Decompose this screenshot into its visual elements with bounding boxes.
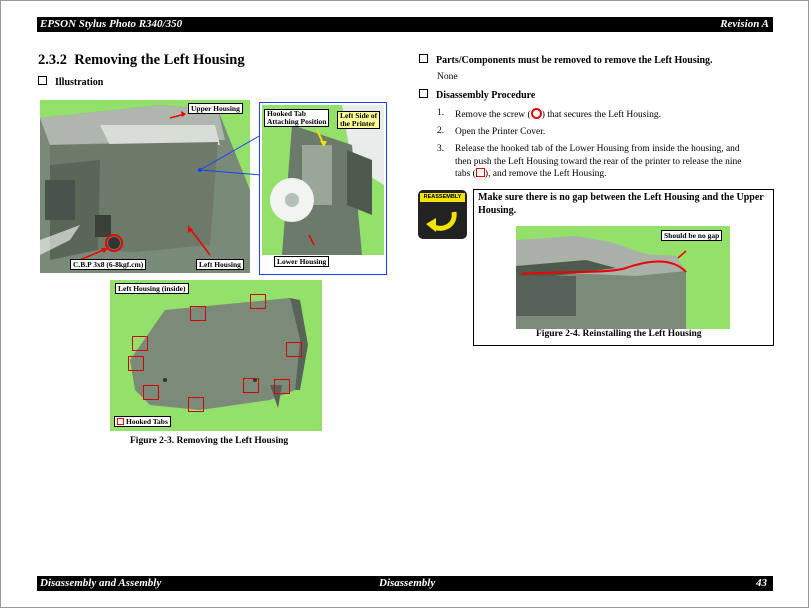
label-lower-housing: Lower Housing [274,256,329,267]
footer-section: Disassembly [379,577,436,589]
label-hooked-tab-position: Hooked Tab Attaching Position [264,109,329,127]
header-title: EPSON Stylus Photo R340/350 [40,18,183,30]
hooked-tab-marker [243,378,259,393]
step-2-number: 2. [437,126,445,136]
label-left-side-of-printer: Left Side of the Printer [337,111,380,129]
callout-lines [195,100,265,180]
illustration-heading: Illustration [38,76,103,88]
footer-chapter: Disassembly and Assembly [40,577,162,589]
hooked-tab-marker [250,294,266,309]
section-title: Removing the Left Housing [74,52,245,68]
hooked-tab-square-icon [476,168,485,177]
label-hooked-tabs: Hooked Tabs [114,416,171,427]
figure-2-4-caption: Figure 2-4. Reinstalling the Left Housing [536,329,702,339]
label-should-be-no-gap: Should be no gap [661,230,722,241]
checkbox-bullet-icon [419,54,428,63]
step-3-text: Release the hooked tab of the Lower Housing from inside the housing, and then push the Left Housing toward the rear of the printer to release the nine tabs ( ), and remove the Left Housing. [455,144,742,179]
label-left-housing-inside: Left Housing (inside) [115,283,189,294]
label-upper-housing: Upper Housing [188,103,243,114]
hooked-tab-marker [128,356,144,371]
reassembly-icon-label: REASSEMBLY [420,193,465,202]
detail-inset [259,102,387,275]
header-bar [37,17,773,32]
hooked-tab-marker [132,336,148,351]
section-heading [38,52,245,69]
hooked-tab-marker [274,379,290,394]
curved-arrow-icon [418,190,467,239]
reassembly-icon [418,190,467,239]
figure-2-3-caption: Figure 2-3. Removing the Left Housing [130,436,289,446]
step-3-number: 3. [437,144,445,154]
footer-bar [37,576,773,591]
screw-circle-icon [531,108,542,119]
reassembly-note-text: Make sure there is no gap between the Left Housing and the Upper Housing. [478,192,764,216]
no-gap-graphic [516,226,730,329]
hooked-tab-marker [143,385,159,400]
step-2-text: Open the Printer Cover. [455,127,546,137]
photo-hooked-tab [262,105,384,255]
step-1-text: Remove the screw ( ) that secures the Left Housing. [455,110,661,120]
parts-value: None [437,72,458,82]
checkbox-bullet-icon [419,89,428,98]
hooked-tab-key-icon [117,418,124,425]
label-left-housing: Left Housing [196,259,244,270]
hooked-tab-marker [188,397,204,412]
hooked-tab-marker [286,342,302,357]
header-revision: Revision A [720,18,769,30]
label-cbp-screw: C.B.P 3x8 (6-8kgf.cm) [70,259,146,270]
step-1-number: 1. [437,108,445,118]
photo-no-gap [516,226,730,329]
section-number: 2.3.2 [38,52,67,68]
footer-page-number: 43 [756,577,767,589]
parts-heading: Parts/Components must be removed to remove the Left Housing. [419,54,713,66]
procedure-heading: Disassembly Procedure [419,89,535,101]
checkbox-bullet-icon [38,76,47,85]
photo-left-housing-inside [110,280,322,431]
reassembly-note-box [473,189,774,346]
hooked-tab-marker [190,306,206,321]
